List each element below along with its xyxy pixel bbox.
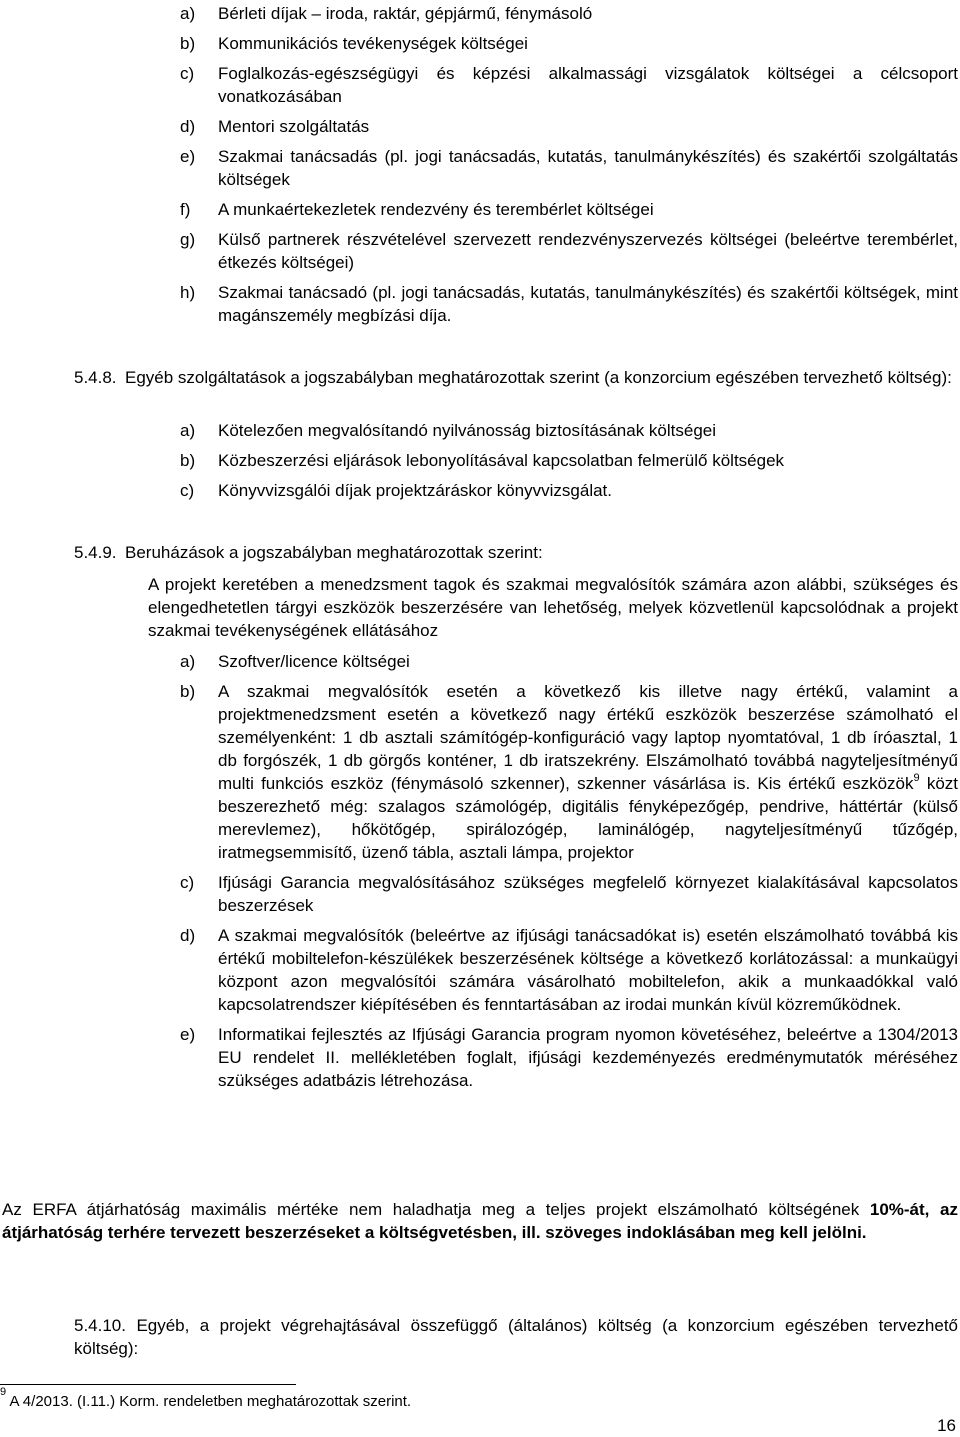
section-5-4-8-heading: 5.4.8. Egyéb szolgáltatások a jogszabályban meghatározottak szerint (a konzorcium egészében tervezhető költség): bbox=[74, 368, 952, 387]
list-item: a) Szoftver/licence költségei bbox=[180, 652, 410, 671]
list-item: a) Bérleti díjak – iroda, raktár, gépjármű, fénymásoló bbox=[180, 4, 593, 23]
section-5-4-10-heading: 5.4.10. Egyéb, a projekt végrehajtásával összefüggő (általános) költség (a konzorcium egészében tervezhető költség): bbox=[74, 1316, 958, 1358]
list-item: f) A munkaértekezletek rendezvény és terembérlet költségei bbox=[180, 200, 654, 219]
list-item: a) Kötelezően megvalósítandó nyilvánosság biztosításának költségei bbox=[180, 421, 717, 440]
list-item: c) Ifjúsági Garancia megvalósításához szükséges megfelelő környezet kialakításával kapcsolatos beszerzések bbox=[180, 873, 958, 915]
list-item: d) A szakmai megvalósítók (beleértve az ifjúsági tanácsadókat is) esetén elszámolható továbbá kis értékű mobiltelefon-készülékek beszerzésének költsége a következő korlátozással: a munkaügyi központ azon megvalósítói számára vásárolható mobiltelefon, akik a munkaadókkal való kapcsolatrendszer kiépítésében és fenntartásában az irodai munkán kívül közreműködnek. bbox=[180, 926, 958, 1014]
list-item: b) A szakmai megvalósítók esetén a következő kis illetve nagy értékű, valamint a projektmenedzsment esetén a következő nagy értékű eszközök beszerzése számolható el személyenként: 1 db asztali számítógép-konfiguráció vagy laptop nyomtatóval, 1 db íróasztal, 1 db forgószék, 1 db görgős konténer, 1 db iratszekrény. Elszámolható továbbá nagyteljesítményű multi funkciós eszköz (fénymásoló szkenner), szkenner vásárlása is. Kis értékű eszközök$^9$ közt beszerezhető még: szalagos számológép, digitális fényképezőgép, pendrive, háttértár (külső merevlemez), hőkötőgép, spirálozógép, laminálógép, nagyteljesítményű tűzőgép, iratmegsemmisítő, üzenő tábla, asztali lámpa, projektor bbox=[180, 682, 958, 862]
list-item: e) Szakmai tanácsadás (pl. jogi tanácsadás, kutatás, tanulmánykészítés) és szakértői szolgáltatás költségek bbox=[180, 147, 958, 189]
list-item: c) Foglalkozás-egészségügyi és képzési alkalmassági vizsgálatok költségei a célcsoport vonatkozásában bbox=[180, 64, 958, 106]
footnote: $^9$ A 4/2013. (I.11.) Korm. rendeletben meghatározottak szerint. bbox=[0, 1386, 412, 1410]
list-item: e) Informatikai fejlesztés az Ifjúsági Garancia program nyomon követéséhez, beleértve a 1304/2013 EU rendelet II. mellékletében foglalt, ifjúsági kezdeményezés eredménymutatók méréséhez szükséges adatbázis létrehozása. bbox=[180, 1025, 958, 1090]
section-5-4-8-list bbox=[180, 419, 958, 502]
section-5-4-9-intro: A projekt keretében a menedzsment tagok és szakmai megvalósítók számára azon alábbi, szükséges és elengedhetetlen tárgyi eszközök beszerzésére van lehetőség, melyek közvetlenül kapcsolódnak a projekt szakmai tevékenységének ellátásához bbox=[148, 575, 958, 640]
list-item: h) Szakmai tanácsadó (pl. jogi tanácsadás, kutatás, tanulmánykészítés) és szakértői költségek, mint magánszemély megbízási díja. bbox=[180, 283, 958, 325]
list-item: b) Közbeszerzési eljárások lebonyolításával kapcsolatban felmerülő költségek bbox=[180, 451, 785, 470]
section-5-4-9-list bbox=[180, 650, 958, 1092]
footnote-divider bbox=[0, 1384, 296, 1385]
list-item: c) Könyvvizsgálói díjak projektzáráskor könyvvizsgálat. bbox=[180, 481, 613, 500]
erfa-paragraph: Az ERFA átjárhatóság maximális mértéke nem haladhatja meg a teljes projekt elszámolható költségének 10%-át, az átjárhatóság terhére tervezett beszerzéseket a költségvetésben, ill. szöveges indoklásában meg kell jelölni. bbox=[2, 1200, 958, 1242]
page-number: 16 bbox=[937, 1416, 956, 1435]
cost-list bbox=[180, 2, 958, 327]
list-item: d) Mentori szolgáltatás bbox=[180, 117, 370, 136]
section-5-4-9-heading: 5.4.9. Beruházások a jogszabályban meghatározottak szerint: bbox=[74, 543, 543, 562]
list-item: b) Kommunikációs tevékenységek költségei bbox=[180, 34, 528, 53]
list-item: g) Külső partnerek részvételével szervezett rendezvényszervezés költségei (beleértve terembérlet, étkezés költségei) bbox=[180, 230, 958, 272]
footnote-ref[interactable]: 9 bbox=[913, 772, 920, 785]
